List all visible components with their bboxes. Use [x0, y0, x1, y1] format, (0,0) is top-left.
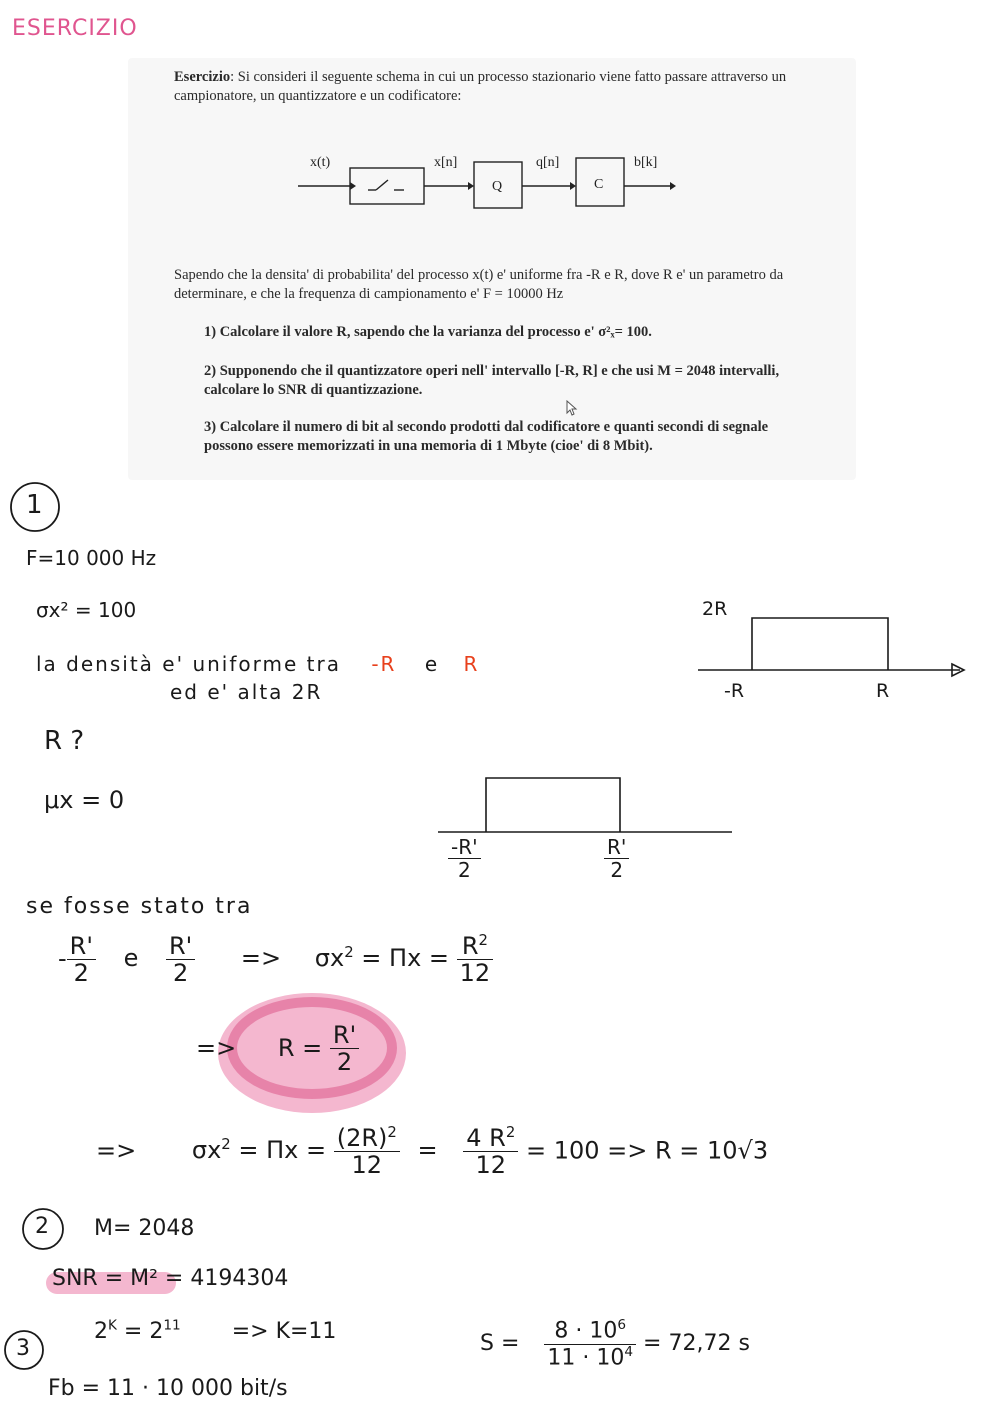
bitrate-note: Fb = 11 · 10 000 bit/s: [48, 1376, 288, 1401]
intro-text: : Si consideri il seguente schema in cui un processo stazionario viene fatto passare attraverso un campionatore, un quantizzatore e un codificatore:: [174, 69, 787, 104]
graph1-right-label: R: [876, 680, 890, 702]
header-title: ESERCIZIO: [12, 16, 138, 41]
question-2: 2) Supponendo che il quantizzatore operi nell' intervallo [-R, R] e che usi M = 2048 intervalli, calcolare lo SNR di quantizzazione.: [204, 363, 780, 398]
label-xt: x(t): [310, 155, 331, 170]
question-3: 3) Calcolare il numero di bit al secondo prodotti dal codificatore e quanti secondi di segnale possono essere memorizzati in una memoria di 1 Mbyte (cioe' di 8 Mbit).: [204, 419, 769, 454]
density-line2: ed e' alta 2R: [170, 680, 323, 704]
r-relation: => R = $\frac{R'}{2}$: [196, 1022, 359, 1076]
mean-note: μx = 0: [44, 786, 125, 814]
variance-note: σx² = 100: [36, 598, 137, 622]
question-1: 1) Calcolare il valore R, sapendo che la varianza del processo e' σ²ₓ= 100.: [204, 324, 652, 340]
block-diagram: [288, 146, 688, 216]
label-qn: q[n]: [536, 155, 560, 170]
variance-derivation: - $\frac{R'}{2}$ e $\frac{R'}{2}$ => $\sigma x^2 = \Pi x$ = $\frac{R^2}{12}$: [58, 932, 493, 987]
coder-label: C: [594, 177, 604, 192]
problem-intro: [174, 68, 794, 106]
bits-equation: $2^K = 2^{11} => K=11$: [94, 1318, 337, 1345]
problem-statement: [128, 58, 856, 480]
problem-context: Sapendo che la densita' di probabilita' del processo x(t) e' uniforme fra -R e R, dove R e' un parametro da determinare, e che la frequenza di campionamento e' F = 10000 Hz: [174, 267, 784, 302]
graph1-height-label: 2R: [702, 598, 728, 620]
density-minus-r: -R: [371, 652, 397, 676]
density-r: R: [463, 652, 480, 676]
label-xn: x[n]: [434, 155, 458, 170]
mouse-cursor-icon: [566, 400, 578, 416]
density-e: e: [424, 652, 440, 676]
se-fosse-note: se fosse stato tra: [26, 894, 253, 919]
label-bk: b[k]: [634, 155, 658, 170]
graph2-left-label: $\frac{-R'}{2}$: [448, 836, 481, 881]
density-line1: [36, 652, 479, 676]
sampler-block: [350, 168, 424, 204]
step2-marker: 2: [35, 1214, 49, 1239]
graph1-left-label: -R: [724, 680, 745, 702]
density-text: la densità e' uniforme tra: [36, 652, 341, 676]
r-solution: => $\sigma x^2 = \Pi x$ = $\frac{(2R)^2}{12}$ = $\frac{4 R^2}{12}$ = 100 => R = 10√3: [96, 1123, 769, 1180]
quantizer-label: Q: [492, 179, 503, 194]
uniform-density-graph-2: [436, 770, 736, 840]
graph2-right-label: $\frac{R'}{2}$: [604, 836, 629, 881]
freq-note: F=10 000 Hz: [26, 546, 157, 570]
m-note: M= 2048: [94, 1216, 195, 1241]
r-question: R ?: [44, 726, 85, 756]
seconds-equation: S = $\frac{8 \cdot 10^6}{11 \cdot 10^4}$ = 72,72 s: [480, 1317, 750, 1370]
step3-marker: 3: [16, 1336, 30, 1361]
snr-note: SNR = M² = 4194304: [52, 1266, 289, 1291]
step1-marker: 1: [26, 490, 43, 520]
intro-label: Esercizio: [174, 69, 231, 85]
